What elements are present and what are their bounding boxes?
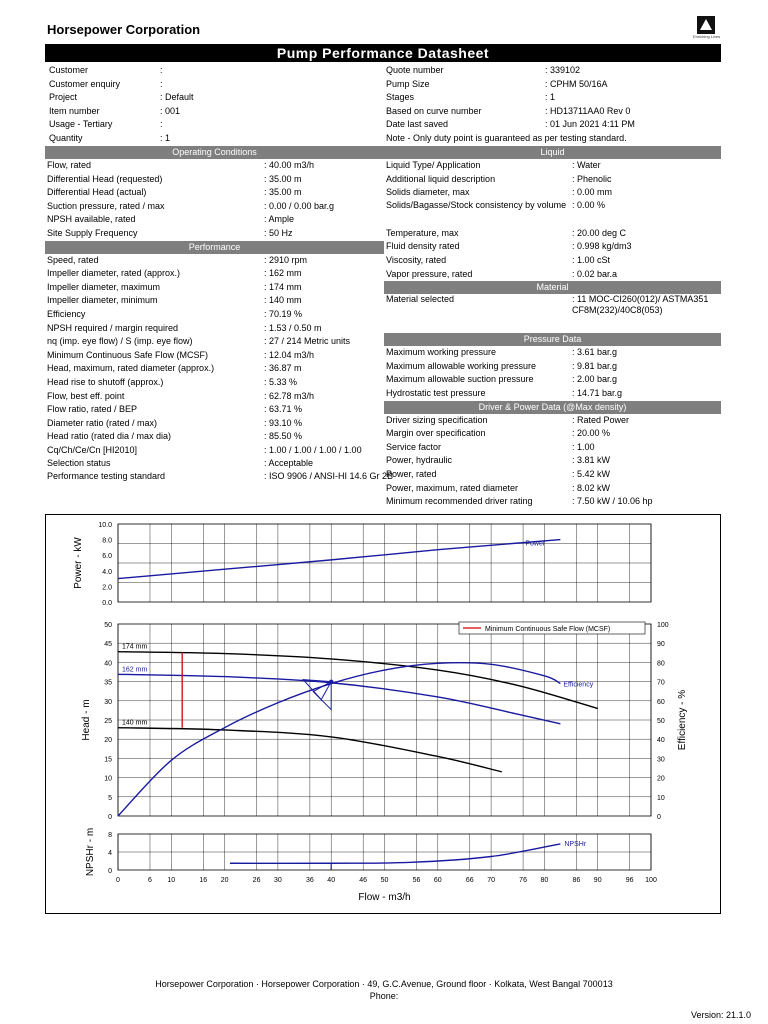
row-label: Service factor	[386, 441, 442, 452]
row-label: Maximum allowable working pressure	[386, 360, 537, 371]
row-value: :	[160, 65, 163, 75]
table-row	[45, 457, 384, 471]
power-tick-label: 4.0	[102, 568, 112, 576]
flow-tick-label: 90	[593, 877, 602, 884]
diameter-label: 162 mm	[122, 666, 148, 674]
power-tick-label: 0.0	[102, 600, 112, 607]
efficiency-tick-label: 0	[657, 814, 661, 821]
row-value: : 2.00 bar.g	[572, 374, 618, 385]
company-name: Horsepower Corporation	[47, 22, 201, 37]
row-value: : 7.50 kW / 10.06 hp	[572, 496, 653, 507]
duty-point	[329, 680, 333, 684]
row-value: : 001	[160, 105, 181, 116]
flow-tick-label: 46	[359, 877, 368, 884]
head-tick-label: 35	[104, 679, 112, 687]
efficiency-tick-label: 60	[657, 698, 665, 706]
flow-tick-label: 36	[305, 877, 314, 884]
table-row	[47, 132, 383, 146]
power-tick-label: 10.0	[98, 522, 112, 529]
flow-tick-label: 76	[519, 877, 527, 884]
table-row	[384, 227, 721, 241]
row-label: Customer enquiry	[49, 78, 121, 89]
flow-tick-label: 96	[625, 877, 634, 884]
diameter-label: 140 mm	[122, 719, 148, 727]
efficiency-axis-label: Efficiency - %	[677, 689, 688, 751]
performance-header: Performance	[45, 241, 384, 254]
efficiency-tick-label: 10	[657, 794, 665, 802]
row-value: : 35.00 m	[264, 187, 302, 198]
row-label: Impeller diameter, minimum	[47, 295, 158, 306]
row-label: Impeller diameter, rated (approx.)	[47, 268, 181, 279]
row-label: Performance testing standard	[47, 471, 166, 482]
row-value: : 8.02 kW	[572, 482, 611, 493]
table-row	[45, 376, 384, 390]
table-row	[384, 294, 721, 333]
row-label: nq (imp. eye flow) / S (imp. eye flow)	[47, 336, 193, 347]
flow-tick-label: 26	[252, 877, 261, 884]
row-label: Power, hydraulic	[386, 455, 453, 466]
row-value: : 5.42 kW	[572, 468, 611, 479]
flow-tick-label: 66	[465, 877, 474, 884]
row-value: : Default	[160, 92, 194, 103]
liquid-header: Liquid	[384, 146, 721, 159]
power-tick-label: 6.0	[102, 553, 112, 561]
efficiency-tick-label: 20	[657, 775, 665, 783]
table-row	[384, 240, 721, 254]
flow-tick-label: 40	[327, 877, 336, 884]
table-row	[45, 417, 384, 431]
power-curve-label: Power	[525, 540, 546, 548]
row-value: : 1	[160, 132, 171, 143]
info-left-table	[47, 64, 383, 146]
row-value: : 1.53 / 0.50 m	[264, 322, 322, 333]
row-value: : Acceptable	[264, 458, 314, 469]
row-label: Usage - Tertiary	[49, 119, 113, 130]
row-value: : 85.50 %	[264, 431, 303, 442]
row-value: : 1.00	[572, 441, 595, 452]
table-row	[384, 159, 721, 173]
row-label: Pump Size	[386, 78, 430, 89]
row-value: : 20.00 %	[572, 428, 611, 439]
row-value: : 93.10 %	[264, 417, 303, 428]
efficiency-curve-label: Efficiency	[563, 681, 594, 689]
power-curve	[118, 540, 560, 579]
head-tick-label: 40	[104, 660, 112, 668]
row-value: : 1.00 / 1.00 / 1.00 / 1.00	[264, 444, 362, 455]
row-value: : 70.19 %	[264, 308, 303, 319]
row-value: : 0.02 bar.a	[572, 268, 618, 279]
table-row	[47, 78, 383, 92]
row-value: : 339102	[545, 65, 581, 75]
table-row	[45, 186, 384, 200]
npsh-curve-label: NPSHr	[564, 840, 587, 848]
row-label: Solids/Bagasse/Stock consistency by volume	[386, 199, 567, 210]
row-label: Flow, rated	[47, 160, 92, 170]
diameter-label: 174 mm	[122, 643, 148, 651]
row-label: Date last saved	[386, 119, 449, 130]
row-value: : 3.61 bar.g	[572, 347, 618, 358]
row-label: Power, rated	[386, 468, 437, 479]
row-label: Flow ratio, rated / BEP	[47, 404, 138, 415]
row-label: Based on curve number	[386, 105, 482, 116]
npsh-tick-label: 4	[108, 850, 112, 857]
row-value: : 5.33 %	[264, 376, 298, 387]
row-label: Vapor pressure, rated	[386, 268, 473, 279]
table-row	[45, 227, 384, 241]
table-row	[384, 454, 721, 468]
row-value: : 0.00 mm	[572, 187, 613, 198]
head-tick-label: 25	[104, 718, 112, 725]
row-value: : 0.00 / 0.00 bar.g	[264, 200, 335, 211]
table-row	[384, 254, 721, 268]
table-row	[45, 159, 384, 173]
head-tick-label: 5	[108, 794, 112, 802]
flow-tick-label: 100	[645, 877, 657, 884]
row-value: : 35.00 m	[264, 173, 302, 184]
footer-address: Horsepower Corporation · Horsepower Corporation · 49, G.C.Avenue, Ground floor · Kolkata, West Bangal 700013	[155, 979, 613, 989]
row-value: : CPHM 50/16A	[545, 78, 608, 89]
info-right-table	[384, 64, 721, 146]
row-value: : 40.00 m3/h	[264, 160, 315, 170]
row-label: Differential Head (requested)	[47, 173, 163, 184]
row-value: : 3.81 kW	[572, 455, 611, 466]
row-label: Hydrostatic test pressure	[386, 387, 486, 398]
row-label: Cq/Ch/Ce/Cn [HI2010]	[47, 444, 138, 455]
row-value: :	[160, 119, 163, 130]
row-value: : 2910 rpm	[264, 254, 308, 265]
row-label: Item number	[49, 105, 100, 116]
flow-tick-label: 10	[167, 877, 176, 884]
table-row	[45, 308, 384, 322]
table-row	[384, 441, 721, 455]
head-tick-label: 30	[104, 698, 112, 706]
table-row	[384, 118, 721, 132]
table-row	[384, 482, 721, 496]
table-row	[45, 281, 384, 295]
power-axis-label: Power - kW	[73, 537, 84, 589]
operating-conditions-header: Operating Conditions	[45, 146, 384, 159]
table-row	[384, 78, 721, 92]
table-row	[384, 91, 721, 105]
row-label: NPSH available, rated	[47, 214, 136, 225]
row-value: : 62.78 m3/h	[264, 390, 315, 401]
flow-tick-label: 80	[540, 877, 549, 884]
row-value: : 14.71 bar.g	[572, 387, 623, 398]
table-row	[45, 335, 384, 349]
version-label: Version: 21.1.0	[690, 1010, 751, 1020]
row-label: Project	[49, 92, 78, 103]
row-value: : 01 Jun 2021 4:11 PM	[545, 119, 635, 130]
table-row	[45, 403, 384, 417]
row-label: Impeller diameter, maximum	[47, 281, 161, 292]
left-sections	[45, 146, 394, 498]
table-row	[45, 200, 384, 214]
table-row	[45, 390, 384, 404]
row-value: : Phenolic	[572, 173, 612, 184]
efficiency-tick-label: 100	[657, 622, 669, 629]
table-row	[45, 267, 384, 281]
head-tick-label: 20	[104, 737, 112, 745]
row-label: Head, maximum, rated diameter (approx.)	[47, 363, 215, 374]
table-row	[47, 64, 383, 78]
performance-chart	[45, 514, 721, 914]
row-label: Minimum recommended driver rating	[386, 496, 533, 507]
row-label: Head rise to shutoff (approx.)	[47, 376, 164, 387]
row-value: : HD13711AA0 Rev 0	[545, 105, 631, 116]
power-tick-label: 2.0	[102, 584, 112, 592]
row-value: : 12.04 m3/h	[264, 349, 315, 360]
row-value: : 140 mm	[264, 295, 302, 306]
table-row	[45, 254, 384, 268]
row-value: : 36.87 m	[264, 363, 302, 374]
table-row	[45, 430, 384, 444]
row-label: Site Supply Frequency	[47, 227, 138, 238]
pressure-header: Pressure Data	[384, 333, 721, 346]
row-value: : 50 Hz	[264, 227, 293, 238]
head-axis-label: Head - m	[81, 699, 92, 741]
efficiency-tick-label: 50	[657, 718, 665, 725]
row-value: : 11 MOC-CI260(012)/ ASTMA351 CF8M(232)/40C8(053)	[572, 294, 709, 316]
npsh-axis-label: NPSHr - m	[85, 827, 96, 877]
table-row	[384, 186, 721, 200]
row-value: : 20.00 deg C	[572, 227, 627, 238]
material-header: Material	[384, 281, 721, 294]
table-row	[45, 173, 384, 187]
table-row	[45, 322, 384, 336]
npsh-curve	[230, 844, 560, 863]
row-label: Differential Head (actual)	[47, 187, 147, 198]
row-value: : Water	[572, 160, 601, 170]
table-row	[384, 427, 721, 441]
flow-tick-label: 30	[274, 877, 282, 884]
datasheet-title: Pump Performance Datasheet	[45, 44, 721, 62]
row-value: : 27 / 214 Metric units	[264, 336, 351, 347]
head-tick-label: 15	[104, 756, 112, 764]
footer-phone: Phone:	[369, 991, 399, 1001]
npsh-tick-label: 0	[108, 868, 112, 875]
table-row	[384, 387, 721, 401]
row-label: Diameter ratio (rated / max)	[47, 417, 158, 428]
flow-axis-label: Flow - m3/h	[358, 892, 411, 903]
right-sections	[384, 146, 721, 509]
row-label: Additional liquid description	[386, 173, 496, 184]
head-tick-label: 45	[104, 641, 112, 649]
row-label: Quote number	[386, 65, 444, 75]
flow-tick-label: 16	[199, 877, 208, 884]
head-tick-label: 0	[108, 814, 112, 821]
flow-tick-label: 0	[116, 877, 120, 884]
efficiency-tick-label: 80	[657, 660, 665, 668]
flow-tick-label: 20	[220, 877, 229, 884]
table-row	[45, 349, 384, 363]
power-tick-label: 8.0	[102, 537, 112, 545]
row-label: Driver sizing specification	[386, 414, 488, 425]
row-label: Head ratio (rated dia / max dia)	[47, 431, 172, 442]
table-row	[47, 118, 383, 132]
table-row	[384, 414, 721, 428]
row-label: Note - Only duty point is guaranteed as per testing standard.	[386, 132, 627, 143]
row-label: Quantity	[49, 132, 83, 143]
row-value: : 0.998 kg/dm3	[572, 241, 632, 252]
row-value: : 162 mm	[264, 268, 302, 279]
table-row	[384, 132, 721, 146]
table-row	[384, 64, 721, 78]
row-value: : 174 mm	[264, 281, 302, 292]
logo-caption: Enriching Lives	[693, 34, 721, 39]
row-label: Fluid density rated	[386, 241, 460, 252]
row-label: Margin over specification	[386, 428, 486, 439]
row-value: : 63.71 %	[264, 404, 303, 415]
table-row	[384, 468, 721, 482]
row-label: NPSH required / margin required	[47, 322, 179, 333]
driver-header: Driver & Power Data (@Max density)	[384, 401, 721, 414]
table-row	[384, 346, 721, 360]
table-row	[384, 105, 721, 119]
row-label: Maximum working pressure	[386, 347, 497, 358]
flow-tick-label: 60	[433, 877, 442, 884]
flow-tick-label: 70	[487, 877, 495, 884]
flow-tick-label: 56	[412, 877, 421, 884]
head-tick-label: 50	[104, 622, 112, 629]
head-tick-label: 10	[104, 775, 112, 783]
row-value: : 9.81 bar.g	[572, 360, 618, 371]
row-label: Solids diameter, max	[386, 187, 470, 198]
row-value: : 1	[545, 92, 556, 103]
flow-tick-label: 6	[148, 877, 152, 884]
efficiency-tick-label: 30	[657, 756, 665, 764]
row-value: : Rated Power	[572, 414, 630, 425]
row-value: : 0.00 %	[572, 199, 606, 210]
table-row	[45, 471, 394, 498]
efficiency-tick-label: 90	[657, 641, 665, 649]
table-row	[384, 200, 721, 227]
table-row	[47, 105, 383, 119]
row-label: Material selected	[386, 294, 455, 305]
row-label: Selection status	[47, 458, 111, 469]
row-value: : ISO 9906 / ANSI-HI 14.6 Gr 2B	[264, 471, 394, 482]
table-row	[384, 360, 721, 374]
table-row	[45, 213, 384, 227]
row-label: Flow, best eff. point	[47, 390, 125, 401]
row-label: Efficiency	[47, 308, 86, 319]
row-label: Maximum allowable suction pressure	[386, 374, 534, 385]
row-label: Customer	[49, 65, 89, 75]
table-row	[45, 362, 384, 376]
row-label: Speed, rated	[47, 254, 99, 265]
npsh-tick-label: 8	[108, 832, 112, 839]
table-row	[384, 495, 721, 509]
row-label: Liquid Type/ Application	[386, 160, 481, 170]
row-label: Minimum Continuous Safe Flow (MCSF)	[47, 349, 209, 360]
flow-tick-label: 50	[380, 877, 389, 884]
row-label: Stages	[386, 92, 415, 103]
row-value: : Ample	[264, 214, 295, 225]
row-value: : 1.00 cSt	[572, 254, 611, 265]
table-row	[384, 373, 721, 387]
row-value: :	[160, 78, 163, 89]
legend-mcsf-label: Minimum Continuous Safe Flow (MCSF)	[485, 626, 611, 633]
efficiency-tick-label: 70	[657, 679, 665, 687]
table-row	[45, 444, 384, 458]
row-label: Temperature, max	[386, 227, 459, 238]
table-row	[384, 268, 721, 282]
flow-tick-label: 86	[572, 877, 581, 884]
row-label: Suction pressure, rated / max	[47, 200, 165, 211]
head-curve-0	[118, 652, 598, 709]
table-row	[47, 91, 383, 105]
table-row	[45, 294, 384, 308]
row-label: Power, maximum, rated diameter	[386, 482, 519, 493]
efficiency-tick-label: 40	[657, 737, 665, 745]
row-label: Viscosity, rated	[386, 254, 447, 265]
table-row	[384, 173, 721, 187]
